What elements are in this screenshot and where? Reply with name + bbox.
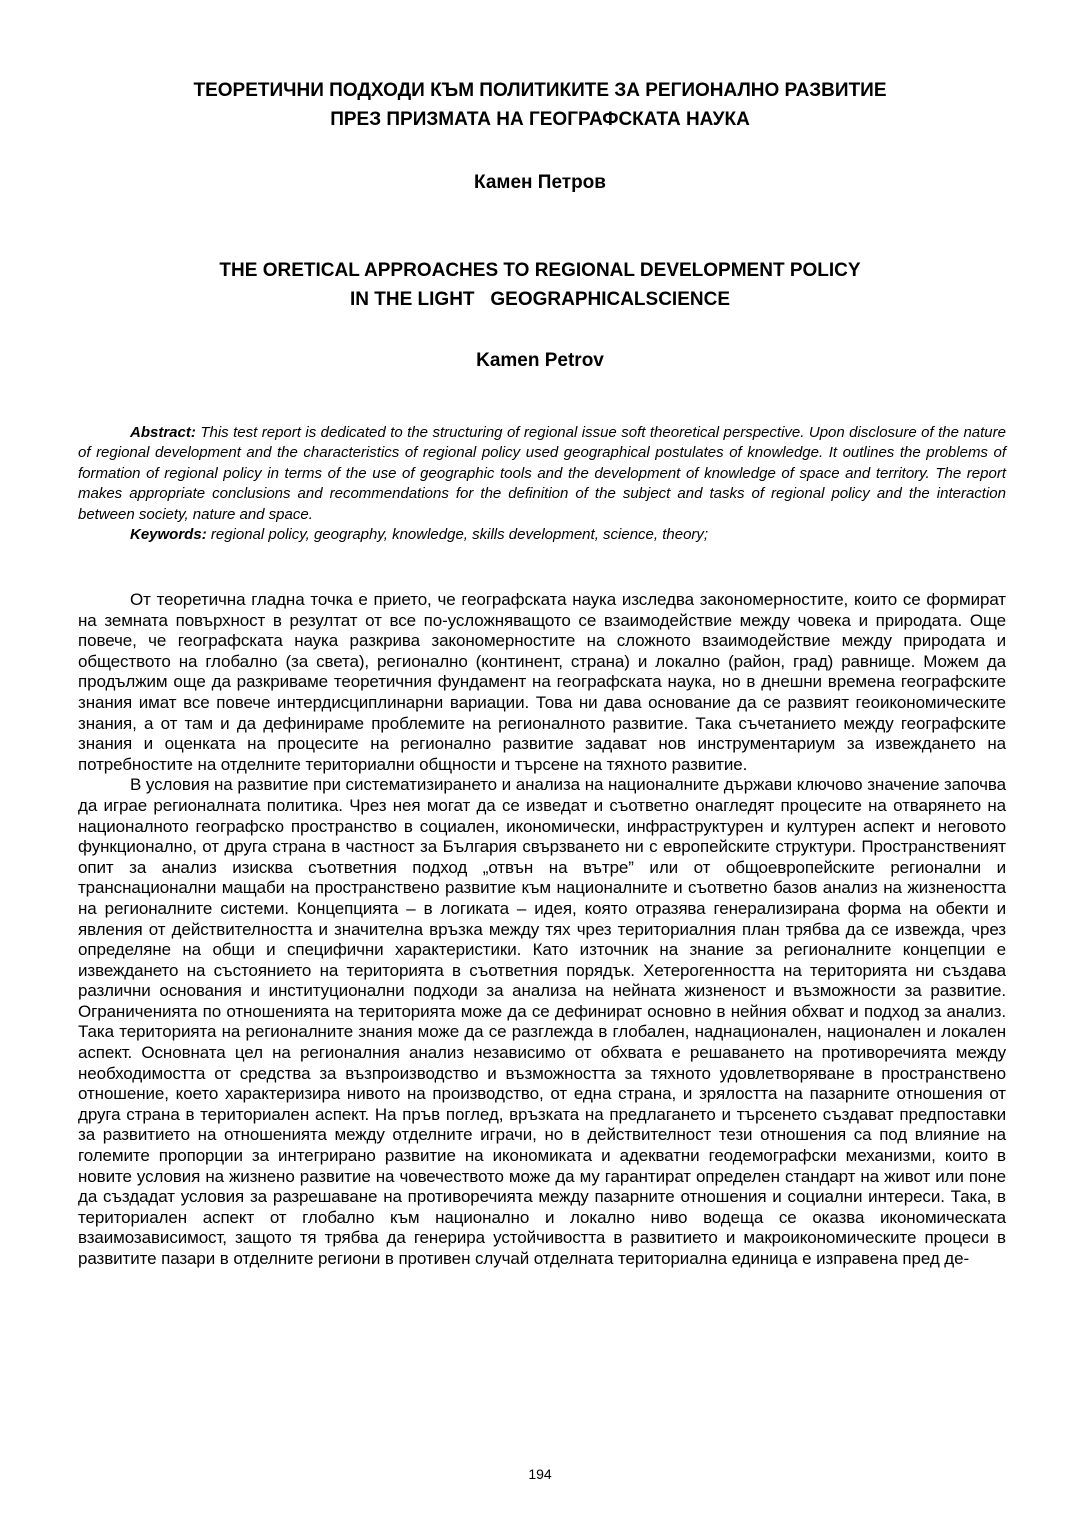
abstract-paragraph <box>78 423 1006 525</box>
body-paragraph-1: От теоретична гладна точка е прието, че географската наука изследва закономерностите, които се формират на земната повърхност в резултат от все по-усложняващото се взаимодействие между човека и природата. Още повече, че географската наука разкрива закономерностите на сложното взаимодействие между природата и обществото на глобално (за света), регионално (континент, страна) и локално (район, град) равнище. Можем да продължим още да разкриваме теоретичния фундамент на географската наука, но в днешни времена географските знания имат все повече интердисциплинарни вариации. Това ни дава основание да се развият геоикономическите знания, а от там и да дефинираме проблемите на регионалното развитие. Така съчетанието между географските знания и оценката на процесите на регионално развитие задават нов инструментариум за извеждането на потребностите на отделните териториални общности и търсене на тяхното развитие. <box>78 590 1006 774</box>
title-english-line-2: IN THE LIGHT GEOGRAPHICALSCIENCE <box>349 289 731 310</box>
title-bulgarian-line-2: ПРЕЗ ПРИЗМАТА НА ГЕОГРАФСКАТА НАУКА <box>330 109 750 130</box>
title-bulgarian-line-1: ТЕОРЕТИЧНИ ПОДХОДИ КЪМ ПОЛИТИКИТЕ ЗА РЕГИОНАЛНО РАЗВИТИЕ <box>193 80 887 101</box>
author-bulgarian: Камен Петров <box>474 172 606 193</box>
title-english-line-1: THE ORETICAL APPROACHES TO REGIONAL DEVELOPMENT POLICY <box>219 260 861 281</box>
keywords-paragraph <box>78 525 1006 545</box>
keywords-label: Keywords: <box>130 526 207 544</box>
title-bulgarian <box>60 76 1020 134</box>
abstract-section <box>78 423 1006 545</box>
author-english: Kamen Petrov <box>476 350 604 371</box>
abstract-text: This test report is dedicated to the structuring of regional issue soft theoretical perspective. Upon disclosure of the nature of regional development and the characteristics of regional policy used geographical postulates of knowledge. It outlines the problems of formation of regional policy in terms of the use of geographic tools and the development of knowledge of space and territory. The report makes appropriate conclusions and recommendations for the definition of the subject and tasks of regional policy and the interaction between society, nature and space. <box>78 424 1006 523</box>
page-number: 194 <box>528 1466 552 1482</box>
abstract-label: Abstract: <box>130 424 196 441</box>
title-english <box>60 256 1020 314</box>
body-text <box>78 590 1006 1270</box>
body-paragraph-2: В условия на развитие при систематизирането и анализа на националните държави ключово значение започва да играе регионалната политика. Чрез нея могат да се изведат и съответно онагледят процесите на отварянето на националното географско пространство в социален, икономически, инфраструктурен и културен аспект и неговото функционално, от друга страна в частност за България свързването ни с европейските структури. Пространственият опит за анализ изисква съответния подход „отвън на вътре” или от общоевропейските регионални и транснационални мащаби на пространствено развитие към националните и съответно базов анализ на жизнеността на регионалните системи. Концепцията – в логиката – идея, която отразява генерализирана форма на обекти и явления от действителността и значителна връзка между тях чрез териториалния план трябва да се извежда, чрез определяне на общи и специфични характеристики. Като източник на знание за регионалните концепции е извеждането на състоянието на територията в съответния порядък. Хетерогенността на територията ни създава различни основания и институционални подходи за анализа на нейната жизненост и възможности за развитие. Ограниченията по отношенията на територията може да се дефинират основно в нейния обхват и подход за анализ. Така територията на регионалните знания може да се разглежда в глобален, наднационален, национален и локален аспект. Основната цел на регионалния анализ независимо от обхвата е решаването на противоречията между необходимостта от средства за възпроизводство и възможността за тяхното удовлетворяване в пространствено отношение, което характеризира нивото на производство, от една страна, и зрялостта на пазарните отношения от друга страна в териториален аспект. На пръв поглед, връзката на предлагането и търсенето създават предпоставки за развитието на отношенията между отделните играчи, но в действителност тези отношения са под влияние на големите пропорции за интегрирано развитие на икономиката и адекватни геодемографски механизми, които в новите условия на жизнено развитие на човечеството може да му гарантират определен стандарт на живот или поне да създадат условия за разрешаване на противоречията между пазарните отношения и социални интереси. Така, в териториален аспект от глобално към национално и локално ниво водеща се оказва икономическата взаимозависимост, защото тя трябва да генерира устойчивостта в развитието и макроикономическите процеси в развитите пазари в отделните региони в противен случай отделната териториална единица е изправена пред де- <box>78 775 1006 1268</box>
keywords-text: regional policy, geography, knowledge, skills development, science, theory; <box>206 526 709 544</box>
